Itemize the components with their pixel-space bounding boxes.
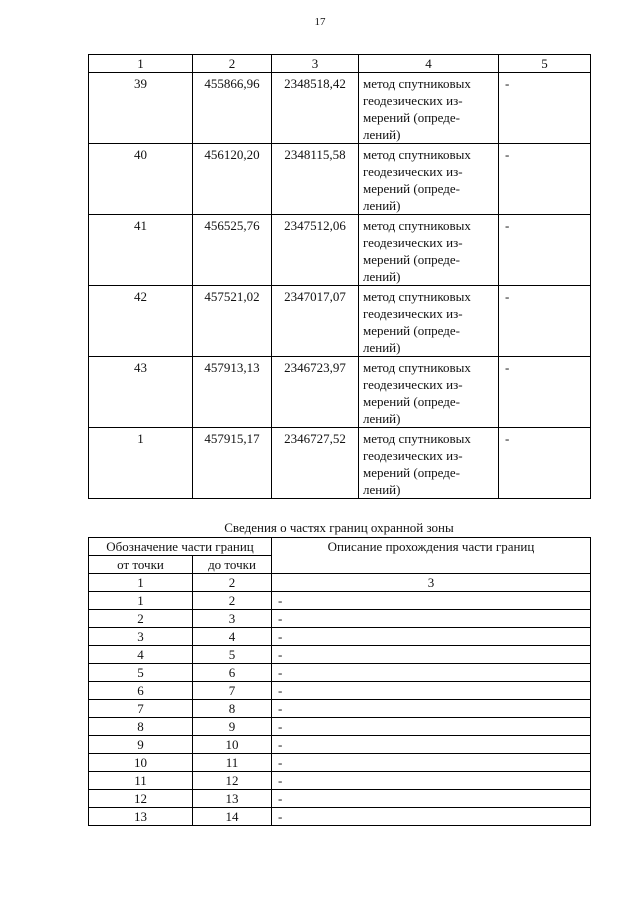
column-number: 2 — [193, 574, 272, 592]
to-point: 8 — [193, 700, 272, 718]
table-row — [89, 428, 591, 499]
column-number: 5 — [499, 55, 591, 73]
table-row — [89, 772, 591, 790]
table-row — [89, 790, 591, 808]
coord-x: 457521,02 — [193, 286, 272, 357]
column-number: 4 — [359, 55, 499, 73]
from-point: 4 — [89, 646, 193, 664]
to-point: 12 — [193, 772, 272, 790]
to-point: 2 — [193, 592, 272, 610]
column-number: 1 — [89, 574, 193, 592]
column-number: 1 — [89, 55, 193, 73]
description-header: Описание прохождения части границ — [272, 538, 591, 574]
coord-y: 2346727,52 — [272, 428, 359, 499]
from-point: 2 — [89, 610, 193, 628]
coordinates-header-row — [89, 55, 591, 73]
part-description: - — [272, 628, 591, 646]
point-number: 1 — [89, 428, 193, 499]
table-row — [89, 700, 591, 718]
table-row — [89, 736, 591, 754]
part-description: - — [272, 754, 591, 772]
note: - — [499, 73, 591, 144]
page-number: 17 — [314, 16, 326, 28]
from-point-header: от точки — [89, 556, 193, 574]
to-point: 13 — [193, 790, 272, 808]
to-point: 5 — [193, 646, 272, 664]
table-row — [89, 808, 591, 826]
to-point: 3 — [193, 610, 272, 628]
table-row — [89, 286, 591, 357]
from-point: 13 — [89, 808, 193, 826]
from-point: 9 — [89, 736, 193, 754]
from-point: 3 — [89, 628, 193, 646]
to-point: 10 — [193, 736, 272, 754]
from-point: 8 — [89, 718, 193, 736]
part-description: - — [272, 646, 591, 664]
from-point: 10 — [89, 754, 193, 772]
table-row — [89, 646, 591, 664]
determination-method: метод спутниковых геодезических из-мерений (опреде-лений) — [359, 215, 499, 286]
part-description: - — [272, 700, 591, 718]
part-description: - — [272, 772, 591, 790]
boundary-parts-table — [88, 537, 591, 826]
determination-method: метод спутниковых геодезических из-мерений (опреде-лений) — [359, 428, 499, 499]
column-number: 3 — [272, 574, 591, 592]
table-row — [89, 592, 591, 610]
coord-x: 455866,96 — [193, 73, 272, 144]
point-number: 41 — [89, 215, 193, 286]
coord-y: 2347017,07 — [272, 286, 359, 357]
table-row — [89, 73, 591, 144]
from-point: 5 — [89, 664, 193, 682]
part-description: - — [272, 664, 591, 682]
to-point: 11 — [193, 754, 272, 772]
table-row — [89, 628, 591, 646]
from-point: 1 — [89, 592, 193, 610]
part-description: - — [272, 682, 591, 700]
to-point: 9 — [193, 718, 272, 736]
to-point-header: до точки — [193, 556, 272, 574]
coord-y: 2346723,97 — [272, 357, 359, 428]
point-number: 40 — [89, 144, 193, 215]
coord-y: 2347512,06 — [272, 215, 359, 286]
part-description: - — [272, 718, 591, 736]
from-point: 11 — [89, 772, 193, 790]
table-row — [89, 682, 591, 700]
coord-x: 457915,17 — [193, 428, 272, 499]
table-row — [89, 718, 591, 736]
table-row — [89, 754, 591, 772]
determination-method: метод спутниковых геодезических из-мерений (опреде-лений) — [359, 144, 499, 215]
determination-method: метод спутниковых геодезических из-мерений (опреде-лений) — [359, 357, 499, 428]
note: - — [499, 428, 591, 499]
part-description: - — [272, 592, 591, 610]
to-point: 4 — [193, 628, 272, 646]
part-description: - — [272, 790, 591, 808]
coord-x: 457913,13 — [193, 357, 272, 428]
determination-method: метод спутниковых геодезических из-мерений (опреде-лений) — [359, 73, 499, 144]
point-number: 43 — [89, 357, 193, 428]
to-point: 6 — [193, 664, 272, 682]
part-description: - — [272, 736, 591, 754]
coord-y: 2348518,42 — [272, 73, 359, 144]
note: - — [499, 215, 591, 286]
from-point: 12 — [89, 790, 193, 808]
from-point: 7 — [89, 700, 193, 718]
from-point: 6 — [89, 682, 193, 700]
determination-method: метод спутниковых геодезических из-мерений (опреде-лений) — [359, 286, 499, 357]
note: - — [499, 357, 591, 428]
to-point: 14 — [193, 808, 272, 826]
note: - — [499, 286, 591, 357]
parts-section-title: Сведения о частях границ охранной зоны — [224, 520, 454, 535]
table-row — [89, 144, 591, 215]
coordinates-table — [88, 54, 591, 499]
coord-y: 2348115,58 — [272, 144, 359, 215]
coord-x: 456120,20 — [193, 144, 272, 215]
column-number: 2 — [193, 55, 272, 73]
part-description: - — [272, 808, 591, 826]
table-row — [89, 664, 591, 682]
column-number: 3 — [272, 55, 359, 73]
table-row — [89, 610, 591, 628]
point-number: 42 — [89, 286, 193, 357]
note: - — [499, 144, 591, 215]
to-point: 7 — [193, 682, 272, 700]
point-number: 39 — [89, 73, 193, 144]
boundary-part-group-header: Обозначение части границ — [89, 538, 272, 556]
table-row — [89, 215, 591, 286]
coord-x: 456525,76 — [193, 215, 272, 286]
table-row — [89, 357, 591, 428]
part-description: - — [272, 610, 591, 628]
